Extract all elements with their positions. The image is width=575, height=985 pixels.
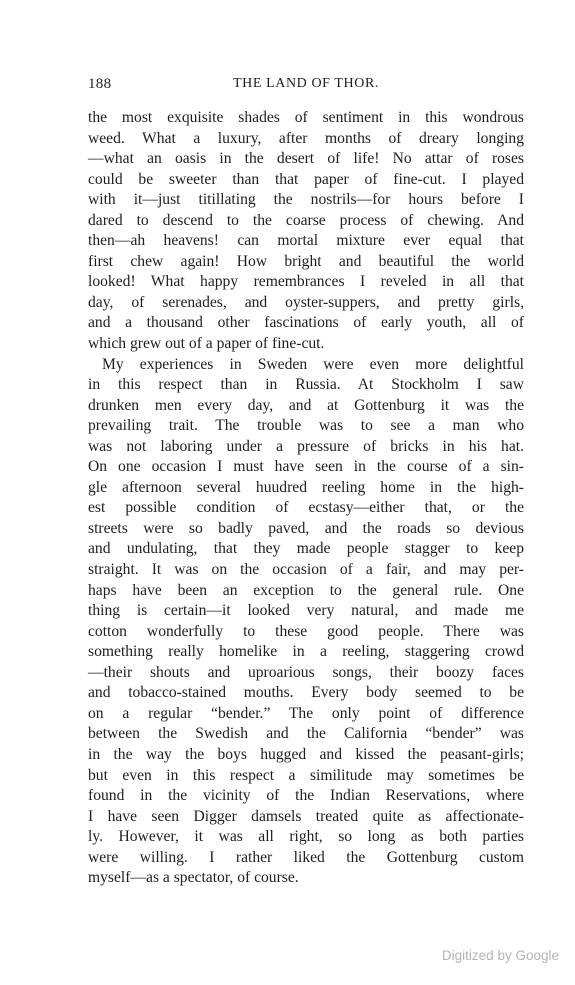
text-line: drunken men every day, and at Gottenburg it was the [88,396,524,414]
text-line: and undulating, that they made people stagger to keep [88,540,524,558]
text-line: day, of serenades, and oyster-suppers, and pretty girls, [88,293,524,311]
text-line: and tobacco-stained mouths. Every body seemed to be [88,684,524,702]
text-line: in the way the boys hugged and kissed the peasant-girls; [88,745,524,763]
running-head: THE LAND OF THOR. [232,76,380,91]
text-line: streets were so badly paved, and the roads so devious [88,519,524,537]
body-text [88,108,524,889]
text-line: but even in this respect a similitude may sometimes be [88,766,524,784]
text-line: looked! What happy remembrances I reveled in all that [88,273,524,291]
text-line: with it—just titillating the nostrils—for hours before I [88,191,524,209]
text-line: straight. It was on the occasion of a fair, and may per- [88,561,524,579]
text-line: were willing. I rather liked the Gottenburg custom [88,848,524,866]
text-line: —their shouts and uproarious songs, their boozy faces [88,663,524,681]
page-number: 188 [88,76,112,92]
text-line: found in the vicinity of the Indian Reservations, where [88,787,524,805]
text-line: prevailing trait. The trouble was to see a man who [88,417,524,435]
text-line: something really homelike in a reeling, staggering crowd [88,643,524,661]
text-line: the most exquisite shades of sentiment in this wondrous [88,109,524,126]
paragraph [88,355,524,889]
text-line: was not laboring under a pressure of bricks in his hat. [88,437,524,455]
text-line: weed. What a luxury, after months of dreary longing [88,129,524,147]
text-line: haps have been an exception to the general rule. One [88,581,524,599]
text-line: thing is certain—it looked very natural, and made me [88,602,524,620]
text-line: I have seen Digger damsels treated quite as affectionate- [88,807,524,825]
text-line: gle afternoon several huudred reeling home in the high- [88,478,524,496]
page-header [88,76,524,96]
text-line: then—ah heavens! can mortal mixture ever equal that [88,232,524,250]
text-line: —what an oasis in the desert of life! No attar of roses [88,150,524,168]
text-line: myself—as a spectator, of course. [88,869,299,887]
text-line: My experiences in Sweden were even more delightful [102,355,524,373]
text-line: could be sweeter than that paper of fine-cut. I played [88,170,524,188]
text-line: in this respect than in Russia. At Stockholm I saw [88,376,524,394]
digitization-watermark: Digitized by Google [441,948,559,963]
text-line: and a thousand other fascinations of early youth, all of [88,314,524,332]
text-line: cotton wonderfully to these good people. There was [88,622,524,640]
text-line: est possible condition of ecstasy—either that, or the [88,499,524,517]
text-line: on a regular “bender.” The only point of difference [88,704,524,722]
paragraph [88,108,524,355]
text-line: dared to descend to the coarse process of chewing. And [88,211,524,229]
text-line: first chew again! How bright and beautiful the world [88,252,524,270]
text-line: ly. However, it was all right, so long as both parties [88,828,524,846]
text-line: On one occasion I must have seen in the course of a sin- [88,458,524,476]
text-line: between the Swedish and the California “bender” was [88,725,524,743]
text-line: which grew out of a paper of fine-cut. [88,335,325,353]
